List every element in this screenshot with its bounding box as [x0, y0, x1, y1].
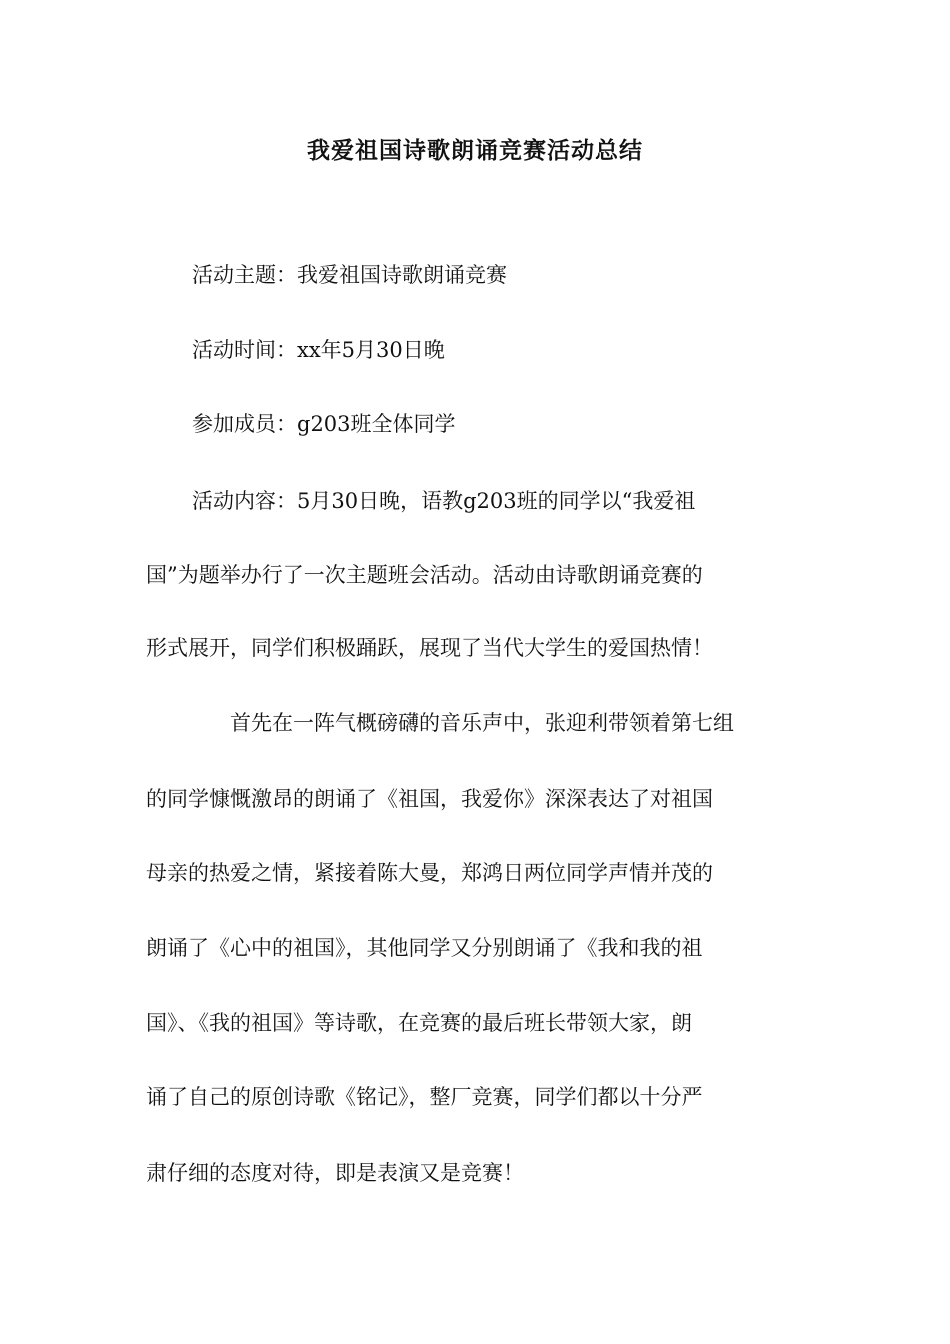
paragraph-line: 形式展开，同学们积极踊跃，展现了当代大学生的爱国热情！: [146, 636, 713, 660]
paragraph-line: 肃仔细的态度对待，即是表演又是竞赛！: [146, 1161, 524, 1185]
paragraph-line: 国”为题举办行了一次主题班会活动。活动由诗歌朗诵竞赛的: [146, 563, 703, 587]
paragraph-line: 诵了自己的原创诗歌《铭记》，整厂竞赛，同学们都以十分严: [146, 1085, 703, 1109]
paragraph-line: 朗诵了《心中的祖国》，其他同学又分别朗诵了《我和我的祖: [146, 936, 703, 960]
activity-time: 活动时间：xx年5月30日晚: [192, 338, 445, 362]
paragraph-line: 母亲的热爱之情，紧接着陈大曼，郑鸿日两位同学声情并茂的: [146, 861, 713, 885]
paragraph-line: 活动内容：5月30日晚，语教g203班的同学以“我爱祖: [192, 489, 696, 513]
paragraph-line: 首先在一阵气概磅礴的音乐声中，张迎利带领着第七组: [230, 711, 734, 735]
paragraph-line: 国》、《我的祖国》等诗歌，在竞赛的最后班长带领大家，朗: [146, 1011, 692, 1035]
activity-theme: 活动主题：我爱祖国诗歌朗诵竞赛: [192, 263, 507, 287]
document-title: 我爱祖国诗歌朗诵竞赛活动总结: [307, 137, 643, 164]
paragraph-line: 的同学慷慨激昂的朗诵了《祖国，我爱你》深深表达了对祖国: [146, 787, 713, 811]
activity-members: 参加成员：g203班全体同学: [192, 412, 456, 436]
